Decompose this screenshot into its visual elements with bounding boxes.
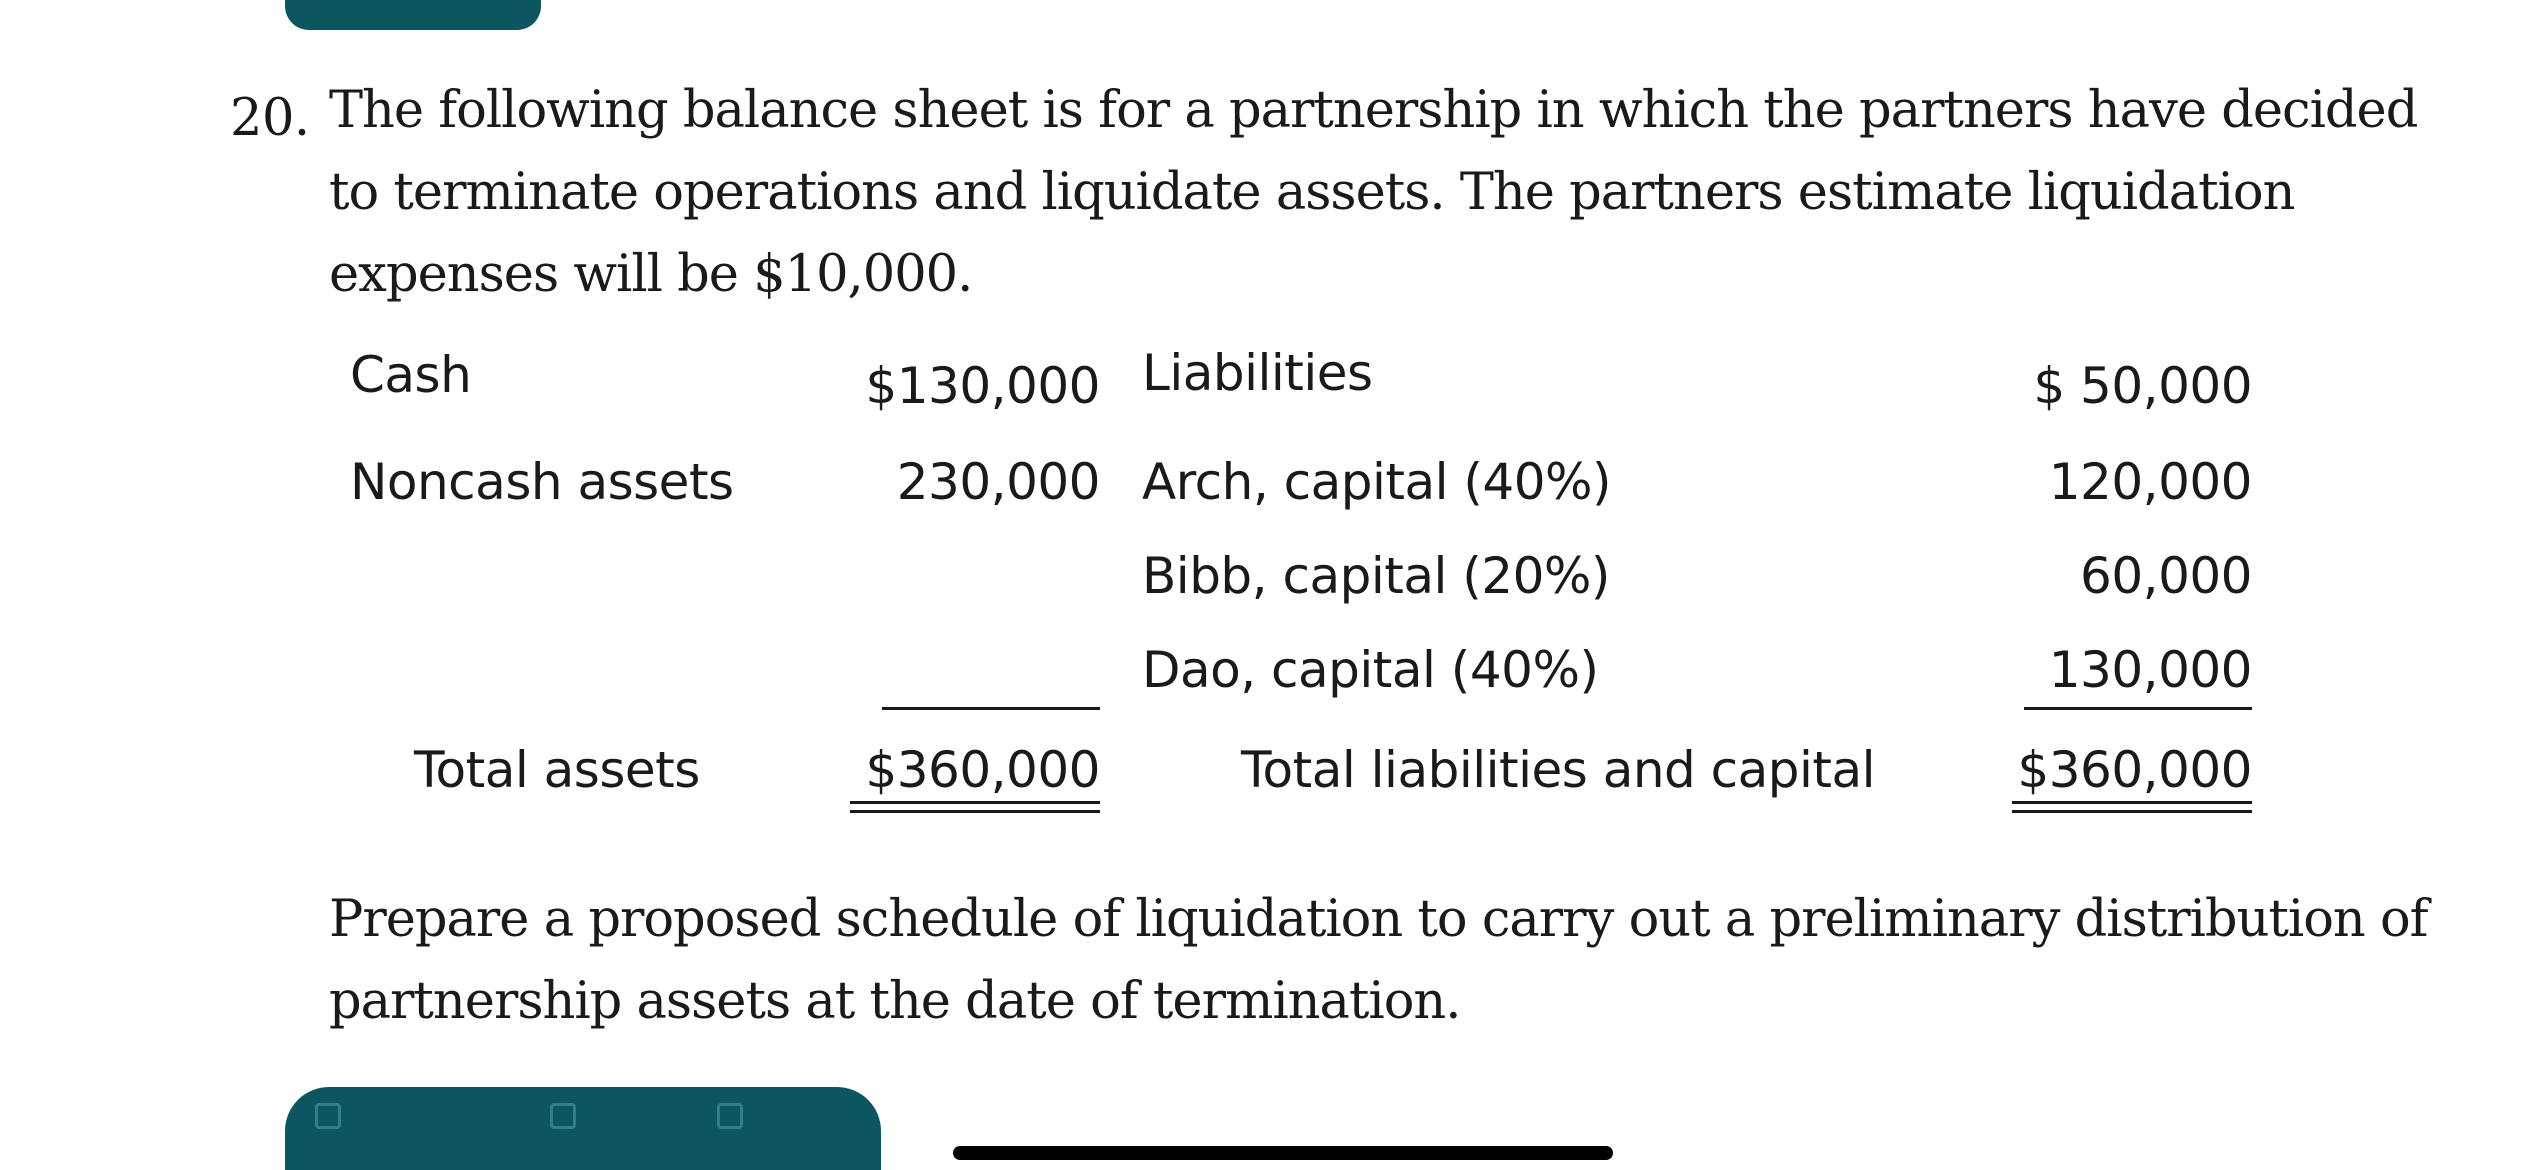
liability-label: Liabilities xyxy=(1142,344,1373,402)
capital-amount-dao: 130,000 xyxy=(2048,641,2252,699)
problem-line: The following balance sheet is for a partnership in which the partners have decided xyxy=(329,81,2418,140)
total-assets-label: Total assets xyxy=(414,741,700,799)
total-liabilities-double-rule xyxy=(2012,801,2252,813)
problem-line: to terminate operations and liquidate assets. The partners estimate liquidation xyxy=(329,163,2295,222)
home-indicator[interactable] xyxy=(953,1146,1613,1160)
toolbar-icon[interactable] xyxy=(717,1103,743,1129)
total-liabilities-capital-label: Total liabilities and capital xyxy=(1241,741,1876,799)
toolbar-icon[interactable] xyxy=(550,1103,576,1129)
capital-label-arch: Arch, capital (40%) xyxy=(1142,453,1612,511)
asset-label-cash: Cash xyxy=(350,346,472,404)
instruction-text xyxy=(329,879,2428,1043)
problem-statement xyxy=(329,70,2418,316)
capital-amount-arch: 120,000 xyxy=(2048,453,2252,511)
total-assets-amount: $360,000 xyxy=(865,741,1100,799)
problem-line: expenses will be $10,000. xyxy=(329,245,973,304)
asset-amount-noncash: 230,000 xyxy=(896,453,1100,511)
instruction-line: Prepare a proposed schedule of liquidation to carry out a preliminary distribution of xyxy=(329,890,2428,949)
problem-number: 20. xyxy=(230,89,310,148)
liability-amount: $ 50,000 xyxy=(2033,357,2252,415)
instruction-line: partnership assets at the date of termination. xyxy=(329,972,1461,1031)
capital-label-dao: Dao, capital (40%) xyxy=(1142,641,1599,699)
bottom-toolbar[interactable] xyxy=(285,1087,881,1170)
capital-label-bibb: Bibb, capital (20%) xyxy=(1142,547,1610,605)
capital-subtotal-rule xyxy=(2024,707,2252,710)
total-assets-double-rule xyxy=(850,801,1100,813)
assets-subtotal-rule xyxy=(882,707,1100,710)
asset-amount-cash: $130,000 xyxy=(865,357,1100,415)
top-toolbar-tab[interactable] xyxy=(285,0,541,30)
asset-label-noncash: Noncash assets xyxy=(350,453,734,511)
toolbar-icon[interactable] xyxy=(315,1103,341,1129)
total-liabilities-capital-amount: $360,000 xyxy=(2017,741,2252,799)
capital-amount-bibb: 60,000 xyxy=(2080,547,2252,605)
